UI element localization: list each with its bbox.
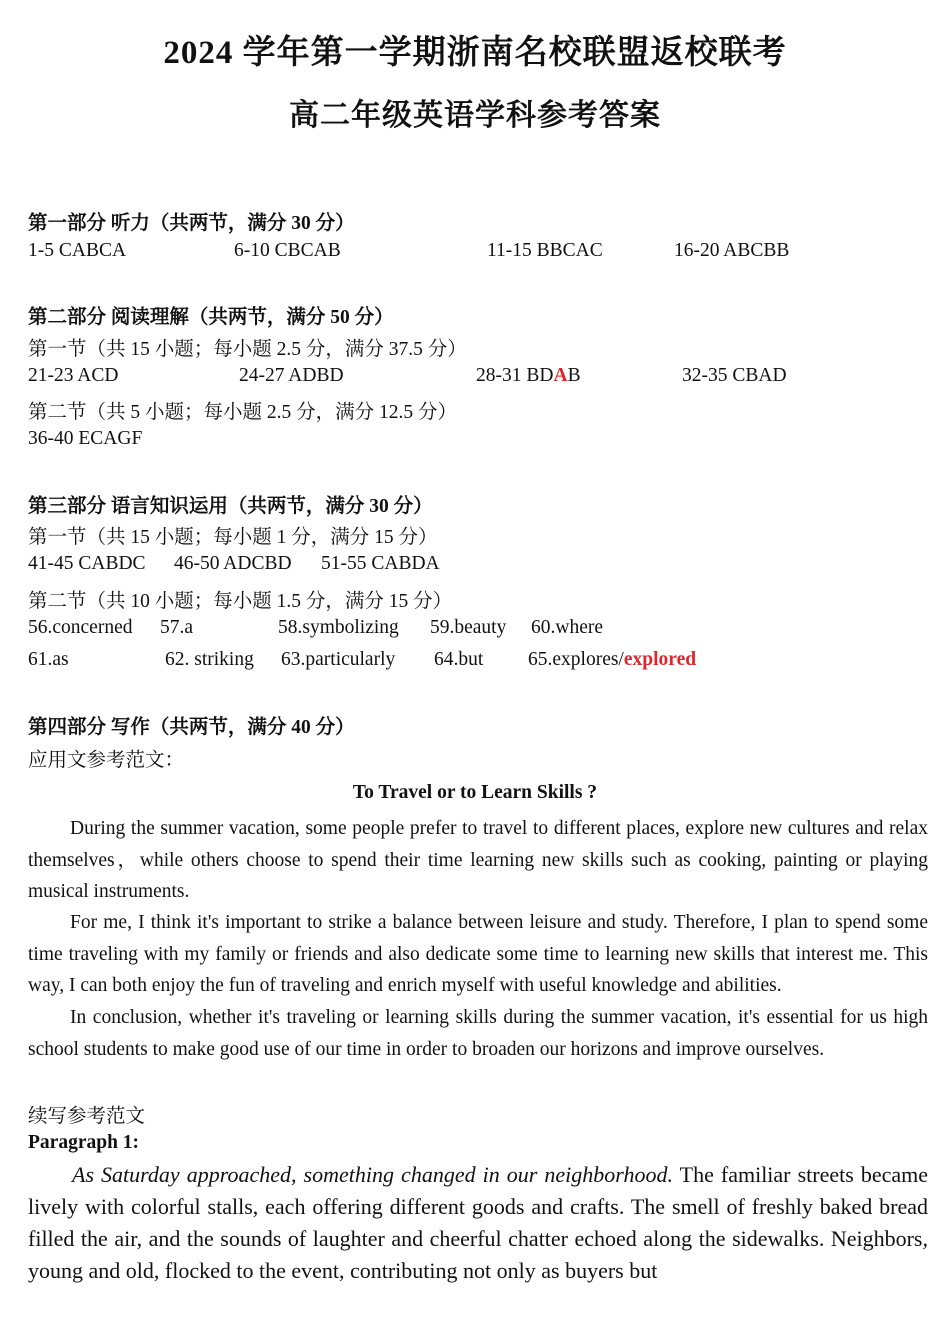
- part2-answers2: 36-40 ECAGF: [28, 428, 143, 449]
- fill-answer: 61.as: [28, 649, 69, 670]
- answer-group: 6-10 CBCAB: [234, 240, 341, 261]
- part2-answers1: [28, 365, 928, 391]
- part3-row1: [28, 617, 928, 643]
- answer-text: 65.explores/: [528, 649, 624, 670]
- essay-paragraph: In conclusion, whether it's traveling or learning skills during the summer vacation, it's essential for us high school students to make good use of our time in order to broaden our horizons and improve ourselves.: [28, 1007, 928, 1060]
- fill-answer: 56.concerned: [28, 617, 133, 638]
- part3-answers1: [28, 553, 928, 579]
- answer-text: B: [567, 365, 581, 386]
- answer-group-corrected: [476, 365, 581, 387]
- part2-section1: 第一节（共 15 小题；每小题 2.5 分，满分 37.5 分）: [28, 339, 467, 360]
- corrected-answer: A: [553, 365, 568, 386]
- part3-section1: 第一节（共 15 小题；每小题 1 分，满分 15 分）: [28, 527, 438, 548]
- fill-answer: 60.where: [531, 617, 604, 638]
- continuation-paragraph: [28, 1159, 928, 1287]
- fill-answer: 64.but: [434, 649, 484, 670]
- corrected-answer: explored: [623, 649, 697, 670]
- answer-group: 24-27 ADBD: [239, 365, 344, 386]
- answer-group: 51-55 CABDA: [321, 553, 440, 574]
- fill-answer-corrected: [528, 649, 696, 671]
- part3-row2: [28, 649, 928, 675]
- answer-group: 21-23 ACD: [28, 365, 119, 386]
- part4-heading: 第四部分 写作（共两节，满分 40 分）: [28, 717, 355, 738]
- answer-group: 16-20 ABCBB: [674, 240, 790, 261]
- part3-section2: 第二节（共 10 小题；每小题 1.5 分，满分 15 分）: [28, 591, 453, 612]
- essay-paragraph: For me, I think it's important to strike a balance between leisure and study. Therefore, I plan to spend some time traveling with my family or friends and also dedicate some time to learning new skills that interest me. This way, I can both enjoy the fun of traveling and enrich myself with useful knowledge and abilities.: [28, 912, 928, 996]
- sample-essay-label: 应用文参考范文：: [28, 750, 185, 771]
- fill-answer: 63.particularly: [281, 649, 396, 670]
- given-opening-sentence: As Saturday approached, something changed in our neighborhood.: [72, 1162, 673, 1187]
- answer-group: 46-50 ADCBD: [174, 553, 292, 574]
- part2-section2: 第二节（共 5 小题；每小题 2.5 分，满分 12.5 分）: [28, 402, 458, 423]
- paragraph-body: The familiar streets became lively with colorful stalls, each offering different goods and crafts. The smell of freshly baked bread filled the air, and the sounds of laughter and cheerful chatter echoed along the sidewalks. Neighbors, young and old, flocked to the event, contributing not only as buyers but: [28, 1162, 928, 1283]
- part1-heading: 第一部分 听力（共两节，满分 30 分）: [28, 213, 355, 234]
- answer-group: 41-45 CABDC: [28, 553, 146, 574]
- answer-group: 11-15 BBCAC: [487, 240, 603, 261]
- page-title: 2024 学年第一学期浙南名校联盟返校联考: [163, 35, 787, 71]
- part1-answers: [28, 240, 928, 266]
- answer-group: 32-35 CBAD: [682, 365, 787, 386]
- continuation-label: 续写参考范文: [28, 1106, 146, 1127]
- fill-answer: 59.beauty: [430, 617, 507, 638]
- page-subtitle: 高二年级英语学科参考答案: [289, 99, 661, 132]
- fill-answer: 57.a: [160, 617, 194, 638]
- fill-answer: 62. striking: [165, 649, 254, 670]
- paragraph1-label: Paragraph 1:: [28, 1132, 140, 1153]
- part2-heading: 第二部分 阅读理解（共两节，满分 50 分）: [28, 307, 394, 328]
- essay-title: To Travel or to Learn Skills ?: [352, 782, 598, 803]
- part3-heading: 第三部分 语言知识运用（共两节，满分 30 分）: [28, 496, 433, 517]
- answer-text: 28-31 BD: [476, 365, 554, 386]
- fill-answer: 58.symbolizing: [278, 617, 399, 638]
- answer-group: 1-5 CABCA: [28, 240, 127, 261]
- essay-paragraph: During the summer vacation, some people prefer to travel to different places, explore new cultures and relax themselves，while others choose to spend their time learning new skills such as cooking, painting or playing musical instruments.: [28, 818, 928, 902]
